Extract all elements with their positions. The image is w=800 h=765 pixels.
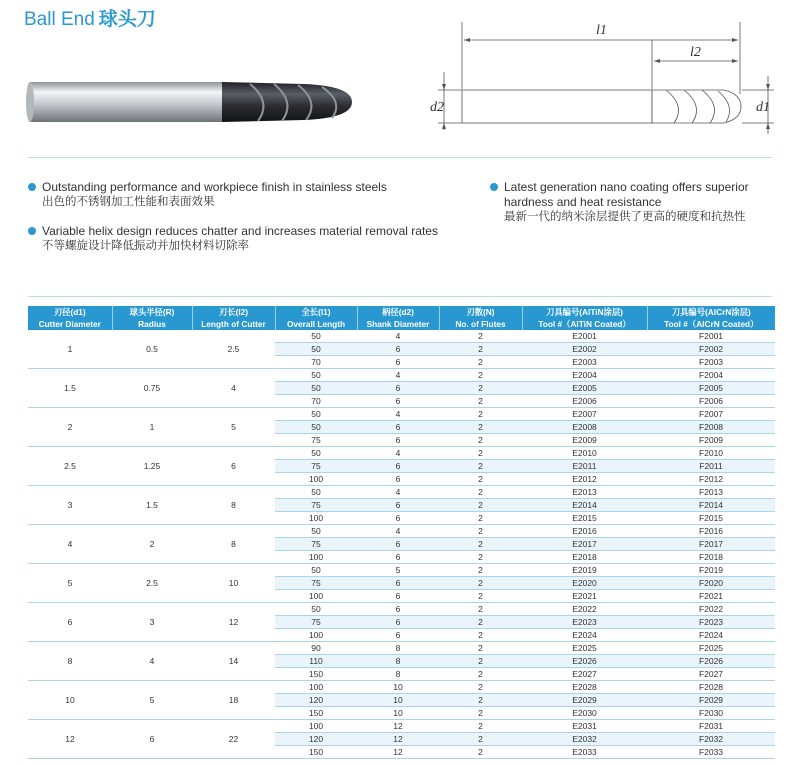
overall-length-cell: 100	[275, 473, 357, 486]
table-row	[28, 369, 775, 382]
cutter-length-cell: 8	[192, 525, 275, 564]
altin-tool-cell: E2024	[522, 629, 647, 642]
shank-diameter-cell: 6	[357, 538, 439, 551]
label-l2: l2	[690, 45, 701, 60]
overall-length-cell: 100	[275, 512, 357, 525]
flutes-cell: 2	[439, 447, 522, 460]
shank-diameter-cell: 10	[357, 694, 439, 707]
alcrn-tool-cell: F2027	[647, 668, 775, 681]
cutter-length-cell: 8	[192, 486, 275, 525]
altin-tool-cell: E2029	[522, 694, 647, 707]
alcrn-tool-cell: F2017	[647, 538, 775, 551]
altin-tool-cell: E2008	[522, 421, 647, 434]
alcrn-tool-cell: F2008	[647, 421, 775, 434]
alcrn-tool-cell: F2026	[647, 655, 775, 668]
shank-diameter-cell: 4	[357, 330, 439, 343]
alcrn-tool-cell: F2024	[647, 629, 775, 642]
col-header-cn: 刃长(l2)	[192, 306, 275, 318]
label-d2: d2	[430, 100, 444, 115]
flutes-cell: 2	[439, 356, 522, 369]
overall-length-cell: 100	[275, 551, 357, 564]
col-header-en: Radius	[112, 318, 192, 330]
col-header-en: Shank Diameter	[357, 318, 439, 330]
flutes-cell: 2	[439, 564, 522, 577]
altin-tool-cell: E2019	[522, 564, 647, 577]
altin-tool-cell: E2027	[522, 668, 647, 681]
flutes-cell: 2	[439, 369, 522, 382]
altin-tool-cell: E2001	[522, 330, 647, 343]
shank-diameter-cell: 6	[357, 551, 439, 564]
bullet-icon	[28, 183, 36, 191]
altin-tool-cell: E2018	[522, 551, 647, 564]
overall-length-cell: 75	[275, 434, 357, 447]
arrow-icon	[732, 38, 738, 42]
shank-shape	[28, 82, 228, 122]
shank-diameter-cell: 6	[357, 603, 439, 616]
feature-en: Latest generation nano coating offers superior hardness and heat resistance	[504, 180, 749, 209]
cutter-length-cell: 10	[192, 564, 275, 603]
shank-diameter-cell: 8	[357, 655, 439, 668]
radius-cell: 1	[112, 408, 192, 447]
flutes-cell: 2	[439, 343, 522, 356]
overall-length-cell: 50	[275, 525, 357, 538]
alcrn-tool-cell: F2031	[647, 720, 775, 733]
overall-length-cell: 50	[275, 343, 357, 356]
overall-length-cell: 50	[275, 421, 357, 434]
cutter-diameter-cell: 10	[28, 681, 112, 720]
flutes-cell: 2	[439, 616, 522, 629]
overall-length-cell: 50	[275, 486, 357, 499]
altin-tool-cell: E2005	[522, 382, 647, 395]
feature-item	[28, 224, 488, 254]
shank-diameter-cell: 5	[357, 564, 439, 577]
alcrn-tool-cell: F2001	[647, 330, 775, 343]
table-row	[28, 525, 775, 538]
flutes-cell: 2	[439, 668, 522, 681]
cutter-diameter-cell: 2	[28, 408, 112, 447]
shank-end-shape	[26, 82, 34, 122]
alcrn-tool-cell: F2033	[647, 746, 775, 759]
feature-item	[28, 180, 478, 210]
overall-length-cell: 70	[275, 395, 357, 408]
altin-tool-cell: E2007	[522, 408, 647, 421]
cutter-diameter-cell: 1	[28, 330, 112, 369]
flutes-cell: 2	[439, 681, 522, 694]
flutes-cell: 2	[439, 486, 522, 499]
arrow-icon	[766, 84, 770, 90]
overall-length-cell: 50	[275, 369, 357, 382]
altin-tool-cell: E2017	[522, 538, 647, 551]
col-header-en: Tool #（AlCrN Coated）	[647, 318, 775, 330]
radius-cell: 1.5	[112, 486, 192, 525]
table-row	[28, 330, 775, 343]
cutter-length-cell: 12	[192, 603, 275, 642]
altin-tool-cell: E2016	[522, 525, 647, 538]
overall-length-cell: 70	[275, 356, 357, 369]
cutter-diameter-cell: 5	[28, 564, 112, 603]
arrow-icon	[442, 84, 446, 90]
altin-tool-cell: E2022	[522, 603, 647, 616]
shank-diameter-cell: 6	[357, 434, 439, 447]
flutes-cell: 2	[439, 733, 522, 746]
alcrn-tool-cell: F2032	[647, 733, 775, 746]
shank-diameter-cell: 4	[357, 447, 439, 460]
overall-length-cell: 50	[275, 564, 357, 577]
feature-zh: 不等螺旋设计降低振动并加快材料切除率	[42, 240, 249, 252]
cutter-length-cell: 6	[192, 447, 275, 486]
radius-cell: 3	[112, 603, 192, 642]
overall-length-cell: 150	[275, 668, 357, 681]
arrow-icon	[766, 123, 770, 129]
feature-en: Outstanding performance and workpiece finish in stainless steels	[42, 180, 387, 194]
feature-zh: 出色的不锈钢加工性能和表面效果	[42, 196, 215, 208]
altin-tool-cell: E2004	[522, 369, 647, 382]
flutes-cell: 2	[439, 538, 522, 551]
altin-tool-cell: E2020	[522, 577, 647, 590]
altin-tool-cell: E2015	[522, 512, 647, 525]
altin-tool-cell: E2028	[522, 681, 647, 694]
bullet-icon	[28, 227, 36, 235]
divider-bottom	[28, 296, 772, 297]
overall-length-cell: 100	[275, 720, 357, 733]
arrow-icon	[442, 123, 446, 129]
col-header-en: Cutter Diameter	[28, 318, 112, 330]
overall-length-cell: 90	[275, 642, 357, 655]
alcrn-tool-cell: F2019	[647, 564, 775, 577]
col-header-cn: 全长(l1)	[275, 306, 357, 318]
shank-diameter-cell: 6	[357, 395, 439, 408]
flutes-cell: 2	[439, 434, 522, 447]
cutter-length-cell: 2.5	[192, 330, 275, 369]
flutes-cell: 2	[439, 694, 522, 707]
alcrn-tool-cell: F2025	[647, 642, 775, 655]
alcrn-tool-cell: F2015	[647, 512, 775, 525]
cutter-length-cell: 5	[192, 408, 275, 447]
alcrn-tool-cell: F2007	[647, 408, 775, 421]
shank-diameter-cell: 6	[357, 421, 439, 434]
bullet-icon	[490, 183, 498, 191]
flutes-cell: 2	[439, 525, 522, 538]
overall-length-cell: 50	[275, 382, 357, 395]
alcrn-tool-cell: F2003	[647, 356, 775, 369]
overall-length-cell: 75	[275, 460, 357, 473]
overall-length-cell: 120	[275, 733, 357, 746]
col-header-cn: 刀具编号(AlCrN涂层)	[647, 306, 775, 318]
alcrn-tool-cell: F2012	[647, 473, 775, 486]
arrow-icon	[654, 59, 660, 63]
table-row	[28, 408, 775, 421]
altin-tool-cell: E2030	[522, 707, 647, 720]
altin-tool-cell: E2010	[522, 447, 647, 460]
col-header-en: Overall Length	[275, 318, 357, 330]
col-header-cn: 球头半径(R)	[112, 306, 192, 318]
header-row-en	[28, 318, 775, 330]
alcrn-tool-cell: F2011	[647, 460, 775, 473]
overall-length-cell: 120	[275, 694, 357, 707]
radius-cell: 0.5	[112, 330, 192, 369]
table-row	[28, 564, 775, 577]
overall-length-cell: 100	[275, 590, 357, 603]
overall-length-cell: 100	[275, 681, 357, 694]
flutes-cell: 2	[439, 512, 522, 525]
table-row	[28, 642, 775, 655]
flutes-cell: 2	[439, 629, 522, 642]
alcrn-tool-cell: F2029	[647, 694, 775, 707]
drawing-shank	[462, 90, 652, 123]
altin-tool-cell: E2006	[522, 395, 647, 408]
flutes-cell: 2	[439, 382, 522, 395]
header-row-cn	[28, 306, 775, 318]
title-chinese: 球头刀	[98, 9, 156, 30]
shank-diameter-cell: 6	[357, 382, 439, 395]
col-header-en: Tool #（AlTiN Coated）	[522, 318, 647, 330]
arrow-icon	[464, 38, 470, 42]
alcrn-tool-cell: F2004	[647, 369, 775, 382]
label-l1: l1	[596, 23, 607, 38]
shank-diameter-cell: 6	[357, 512, 439, 525]
col-header-cn: 刃径(d1)	[28, 306, 112, 318]
altin-tool-cell: E2014	[522, 499, 647, 512]
flutes-cell: 2	[439, 551, 522, 564]
radius-cell: 5	[112, 681, 192, 720]
shank-diameter-cell: 6	[357, 499, 439, 512]
alcrn-tool-cell: F2013	[647, 486, 775, 499]
shank-diameter-cell: 4	[357, 525, 439, 538]
table-row	[28, 720, 775, 733]
alcrn-tool-cell: F2016	[647, 525, 775, 538]
altin-tool-cell: E2009	[522, 434, 647, 447]
cutter-diameter-cell: 3	[28, 486, 112, 525]
alcrn-tool-cell: F2030	[647, 707, 775, 720]
flutes-cell: 2	[439, 590, 522, 603]
overall-length-cell: 75	[275, 577, 357, 590]
cutter-diameter-cell: 1.5	[28, 369, 112, 408]
flutes-cell: 2	[439, 421, 522, 434]
flutes-cell: 2	[439, 473, 522, 486]
alcrn-tool-cell: F2014	[647, 499, 775, 512]
overall-length-cell: 150	[275, 707, 357, 720]
cutter-diameter-cell: 2.5	[28, 447, 112, 486]
flutes-cell: 2	[439, 577, 522, 590]
alcrn-tool-cell: F2002	[647, 343, 775, 356]
flutes-cell: 2	[439, 746, 522, 759]
shank-diameter-cell: 6	[357, 616, 439, 629]
flutes-cell: 2	[439, 642, 522, 655]
altin-tool-cell: E2033	[522, 746, 647, 759]
col-header-cn: 刃数(N)	[439, 306, 522, 318]
radius-cell: 0.75	[112, 369, 192, 408]
flutes-cell: 2	[439, 330, 522, 343]
shank-diameter-cell: 6	[357, 629, 439, 642]
shank-diameter-cell: 12	[357, 733, 439, 746]
flutes-cell: 2	[439, 603, 522, 616]
feature-en: Variable helix design reduces chatter and increases material removal rates	[42, 224, 438, 238]
overall-length-cell: 50	[275, 447, 357, 460]
alcrn-tool-cell: F2020	[647, 577, 775, 590]
col-header-cn: 柄径(d2)	[357, 306, 439, 318]
table-row	[28, 603, 775, 616]
col-header-en: No. of Flutes	[439, 318, 522, 330]
feature-item	[490, 180, 790, 225]
alcrn-tool-cell: F2023	[647, 616, 775, 629]
shank-diameter-cell: 10	[357, 707, 439, 720]
page-title	[24, 4, 156, 31]
shank-diameter-cell: 12	[357, 720, 439, 733]
feature-zh: 最新一代的纳米涂层提供了更高的硬度和抗热性	[504, 211, 746, 223]
cutter-length-cell: 4	[192, 369, 275, 408]
radius-cell: 2	[112, 525, 192, 564]
altin-tool-cell: E2003	[522, 356, 647, 369]
altin-tool-cell: E2021	[522, 590, 647, 603]
table-row	[28, 447, 775, 460]
overall-length-cell: 110	[275, 655, 357, 668]
arrow-icon	[732, 59, 738, 63]
spec-table-body	[28, 330, 775, 759]
shank-diameter-cell: 10	[357, 681, 439, 694]
cutter-length-cell: 14	[192, 642, 275, 681]
flutes-cell: 2	[439, 460, 522, 473]
cutter-length-cell: 22	[192, 720, 275, 759]
radius-cell: 4	[112, 642, 192, 681]
table-row	[28, 486, 775, 499]
overall-length-cell: 150	[275, 746, 357, 759]
shank-diameter-cell: 6	[357, 590, 439, 603]
alcrn-tool-cell: F2021	[647, 590, 775, 603]
shank-diameter-cell: 6	[357, 577, 439, 590]
alcrn-tool-cell: F2005	[647, 382, 775, 395]
altin-tool-cell: E2011	[522, 460, 647, 473]
alcrn-tool-cell: F2009	[647, 434, 775, 447]
overall-length-cell: 50	[275, 330, 357, 343]
altin-tool-cell: E2012	[522, 473, 647, 486]
alcrn-tool-cell: F2006	[647, 395, 775, 408]
spec-table	[28, 306, 775, 759]
radius-cell: 6	[112, 720, 192, 759]
flutes-cell: 2	[439, 707, 522, 720]
alcrn-tool-cell: F2028	[647, 681, 775, 694]
altin-tool-cell: E2013	[522, 486, 647, 499]
radius-cell: 2.5	[112, 564, 192, 603]
overall-length-cell: 75	[275, 538, 357, 551]
dimension-drawing	[428, 14, 798, 144]
altin-tool-cell: E2025	[522, 642, 647, 655]
shank-diameter-cell: 12	[357, 746, 439, 759]
col-header-cn: 刀具编号(AlTiN涂层)	[522, 306, 647, 318]
cutter-diameter-cell: 8	[28, 642, 112, 681]
title-english: Ball End	[24, 9, 95, 30]
altin-tool-cell: E2032	[522, 733, 647, 746]
label-d1: d1	[756, 100, 770, 115]
shank-diameter-cell: 8	[357, 668, 439, 681]
overall-length-cell: 50	[275, 603, 357, 616]
end-mill-photo	[22, 68, 357, 138]
cutter-diameter-cell: 6	[28, 603, 112, 642]
shank-diameter-cell: 4	[357, 408, 439, 421]
flutes-cell: 2	[439, 655, 522, 668]
overall-length-cell: 100	[275, 629, 357, 642]
overall-length-cell: 75	[275, 499, 357, 512]
shank-diameter-cell: 6	[357, 356, 439, 369]
shank-diameter-cell: 6	[357, 343, 439, 356]
cutter-diameter-cell: 4	[28, 525, 112, 564]
altin-tool-cell: E2023	[522, 616, 647, 629]
cutter-length-cell: 18	[192, 681, 275, 720]
shank-diameter-cell: 6	[357, 473, 439, 486]
divider-top	[28, 157, 772, 158]
alcrn-tool-cell: F2010	[647, 447, 775, 460]
altin-tool-cell: E2031	[522, 720, 647, 733]
flutes-cell: 2	[439, 395, 522, 408]
table-row	[28, 681, 775, 694]
alcrn-tool-cell: F2018	[647, 551, 775, 564]
col-header-en: Length of Cutter	[192, 318, 275, 330]
flutes-cell: 2	[439, 408, 522, 421]
shank-diameter-cell: 4	[357, 369, 439, 382]
altin-tool-cell: E2026	[522, 655, 647, 668]
alcrn-tool-cell: F2022	[647, 603, 775, 616]
overall-length-cell: 75	[275, 616, 357, 629]
radius-cell: 1.25	[112, 447, 192, 486]
shank-diameter-cell: 6	[357, 460, 439, 473]
flutes-cell: 2	[439, 499, 522, 512]
cutter-diameter-cell: 12	[28, 720, 112, 759]
altin-tool-cell: E2002	[522, 343, 647, 356]
shank-diameter-cell: 4	[357, 486, 439, 499]
overall-length-cell: 50	[275, 408, 357, 421]
shank-diameter-cell: 8	[357, 642, 439, 655]
flutes-cell: 2	[439, 720, 522, 733]
